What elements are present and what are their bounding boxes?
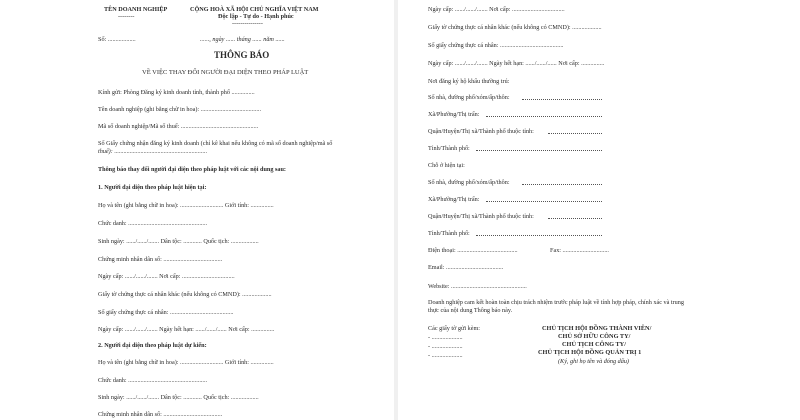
- signatory-title-2: CHỦ SỞ HỮU CÔNG TY/: [558, 333, 631, 340]
- document-title: THÔNG BÁO: [214, 50, 270, 60]
- s1-other-doc-field: Giấy tờ chứng thực cá nhân khác (nếu không có CMND): ...................: [98, 291, 272, 298]
- current-ward-dots: [486, 201, 602, 202]
- residence-heading: Nơi đăng ký hộ khẩu thường trú:: [428, 78, 510, 85]
- current-ward: Xã/Phường/Thị trấn:: [428, 196, 480, 203]
- current-province: Tỉnh/Thành phố:: [428, 230, 470, 237]
- motto-underline: ---------------: [232, 20, 263, 27]
- s1-birth-field: Sinh ngày: ....../....../....... Dân tộc: ............ Quốc tịch: ..................: [98, 238, 259, 245]
- form-page-right: [400, 0, 800, 420]
- phone-field: Điện thoại: .......................................: [428, 247, 518, 254]
- current-district-dots: [548, 218, 602, 219]
- document-number: Số: ..................: [98, 36, 136, 43]
- company-name-field: Tên doanh nghiệp (ghi bằng chữ in hoa): .......................................: [98, 106, 261, 113]
- s1-issue-field: Ngày cấp: ....../....../....... Nơi cấp: ..................................: [98, 273, 235, 280]
- current-province-dots: [476, 235, 602, 236]
- website-field: Website: .................................................: [428, 283, 527, 290]
- signatory-title-1: CHỦ TỊCH HỘI ĐỒNG THÀNH VIÊN/: [542, 325, 652, 332]
- commitment-line-1: Doanh nghiệp cam kết hoàn toàn chịu trách nhiệm trước pháp luật về tính hợp pháp, chính xác và trung: [428, 299, 684, 306]
- residence-province-dots: [476, 150, 602, 151]
- s1-other-doc-number: Số giấy chứng thực cá nhân: .........................................: [98, 309, 234, 316]
- s1-title-field: Chức danh: ...................................................: [98, 220, 208, 227]
- s1-issue-expiry-field: Ngày cấp: ....../....../....... Ngày hết hạn: ....../....../...... Nơi cấp: ...............: [98, 326, 275, 333]
- issue-field: Ngày cấp: ....../....../....... Nơi cấp: ..................................: [428, 6, 565, 13]
- section-2-heading: 2. Người đại diện theo pháp luật dự kiến:: [98, 342, 207, 349]
- residence-street: Số nhà, đường phố/xóm/ấp/thôn:: [428, 94, 510, 101]
- commitment-line-2: thực của nội dung Thông báo này.: [428, 307, 513, 314]
- email-field: Email: .....................................: [428, 264, 504, 271]
- document-subtitle: VỀ VIỆC THAY ĐỔI NGƯỜI ĐẠI DIỆN THEO PHÁP LUẬT: [142, 69, 309, 76]
- page-divider: [394, 0, 398, 420]
- attachment-item: - ....................: [428, 334, 463, 341]
- current-street-dots: [522, 184, 602, 185]
- nation-header: CỘNG HOÀ XÃ HỘI CHỦ NGHĨA VIỆT NAM: [190, 6, 319, 13]
- current-street: Số nhà, đường phố/xóm/ấp/thôn:: [428, 179, 510, 186]
- certificate-line-1: Số Giấy chứng nhận đăng ký kinh doanh (chỉ kê khai nếu không có mã số doanh nghiệp/mã số: [98, 140, 333, 147]
- residence-district: Quận/Huyện/Thị xã/Thành phố thuộc tỉnh:: [428, 128, 534, 135]
- s1-id-field: Chứng minh nhân dân số: ......................................: [98, 256, 223, 263]
- other-doc-number: Số giấy chứng thực cá nhân: .........................................: [428, 42, 564, 49]
- signature-note: (Ký, ghi họ tên và đóng dấu): [558, 358, 629, 365]
- issue-expiry-field: Ngày cấp: ....../....../....... Ngày hết hạn: ....../....../...... Nơi cấp: ...............: [428, 60, 605, 67]
- residence-street-dots: [522, 99, 602, 100]
- current-district: Quận/Huyện/Thị xã/Thành phố thuộc tỉnh:: [428, 213, 534, 220]
- s2-name-field: Họ và tên (ghi bằng chữ in hoa): ............................ Giới tính: ...............: [98, 359, 274, 366]
- attachment-item: - ....................: [428, 343, 463, 350]
- residence-district-dots: [548, 133, 602, 134]
- document-date: ......, ngày ...... tháng ...... năm ......: [200, 36, 285, 43]
- other-doc-field: Giấy tờ chứng thực cá nhân khác (nếu không có CMND): ...................: [428, 24, 602, 31]
- certificate-line-2: thuế): ............................................................: [98, 148, 208, 155]
- company-code-field: Mã số doanh nghiệp/Mã số thuế: ..................................................: [98, 123, 259, 130]
- s2-birth-field: Sinh ngày: ....../....../....... Dân tộc: ............ Quốc tịch: ..................: [98, 394, 259, 401]
- signatory-title-4: CHỦ TỊCH HỘI ĐỒNG QUẢN TRỊ 1: [538, 349, 642, 356]
- fax-field: Fax: ..............................: [550, 247, 609, 254]
- intro-line: Thông báo thay đổi người đại diện theo pháp luật với các nội dung sau:: [98, 166, 286, 173]
- attachment-item: - ....................: [428, 352, 463, 359]
- company-header: TÊN DOANH NGHIỆP: [104, 6, 168, 13]
- to-line: Kính gửi: Phòng Đăng ký kinh doanh tỉnh, thành phố ...............: [98, 89, 255, 96]
- motto: Độc lập - Tự do - Hạnh phúc: [218, 13, 294, 20]
- form-page-left: [0, 0, 392, 420]
- current-address-heading: Chỗ ở hiện tại:: [428, 162, 465, 169]
- section-1-heading: 1. Người đại diện theo pháp luật hiện tại:: [98, 184, 207, 191]
- residence-ward: Xã/Phường/Thị trấn:: [428, 111, 480, 118]
- attachments-heading: Các giấy tờ gửi kèm:: [428, 325, 480, 332]
- company-underline: --------: [118, 13, 135, 20]
- s2-title-field: Chức danh: ...................................................: [98, 377, 208, 384]
- s2-id-field: Chứng minh nhân dân số: ......................................: [98, 411, 223, 418]
- signatory-title-3: CHỦ TỊCH CÔNG TY/: [562, 341, 626, 348]
- residence-ward-dots: [486, 116, 602, 117]
- residence-province: Tỉnh/Thành phố:: [428, 145, 470, 152]
- s1-name-field: Họ và tên (ghi bằng chữ in hoa): ............................ Giới tính: ...............: [98, 202, 274, 209]
